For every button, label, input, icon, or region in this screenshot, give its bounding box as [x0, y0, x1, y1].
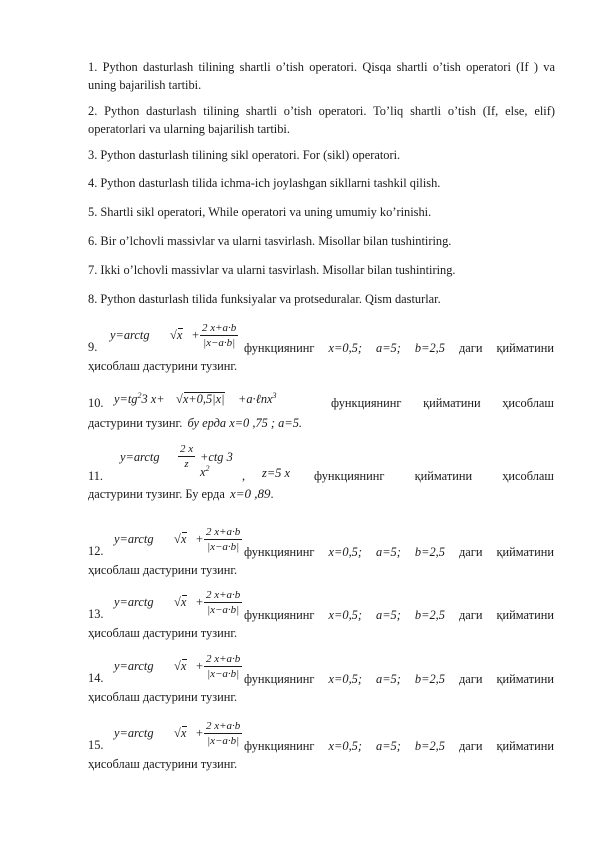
question-7: 7. Ikki o’lchovli massivlar va ularni tasvirlash. Misollar bilan tushintiring.	[88, 263, 456, 277]
task-number: 10.	[88, 396, 104, 410]
formula: y=arctg √ x + $\frac{2 x+a\cdot b}{|x-a\cdot b|}$	[114, 589, 241, 616]
fraction: $\frac{2 x+a\cdot b}{|x-a\cdot b|}$	[206, 589, 241, 616]
fraction: $\frac{2 x+a\cdot b}{|x-a\cdot b|}$	[206, 526, 241, 553]
task-condition: функциянинг x=0,5; a=5; b=2,5 даги қийматини	[244, 545, 554, 559]
question-5: 5. Shartli sikl operatori, While operatori va uning umumiy ko’rinishi.	[88, 205, 432, 219]
task-continuation: дастурини тузинг. Бу ерда x=0 ,89.	[88, 486, 274, 501]
question-8: 8. Python dasturlash tilida funksiyalar va protseduralar. Qism dasturlar.	[88, 292, 441, 306]
task-number: 12.	[88, 544, 104, 558]
task-condition: функциянинг x=0,5; a=5; b=2,5 даги қийматини	[244, 341, 554, 355]
formula: $y=tg^23$ x+ √ x+0,5|x| +a·ℓnx$^3$	[114, 391, 277, 406]
task-number: 13.	[88, 607, 104, 621]
fraction: $\frac{2 x+a\cdot b}{|x-a\cdot b|}$	[206, 720, 241, 747]
task-number: 14.	[88, 671, 104, 685]
question-4: 4. Python dasturlash tilida ichma-ich joylashgan sikllarni tashkil qilish.	[88, 176, 441, 190]
formula: y=arctg √ x + $\frac{2 x+a\cdot b}{|x-a\cdot b|}$	[114, 720, 241, 747]
formula: y=arctg $\frac{2 x}{z}$ +ctg 3 $x^2$	[120, 443, 233, 479]
task-condition: функциянинг x=0,5; a=5; b=2,5 даги қийматини	[244, 608, 554, 622]
question-6: 6. Bir o’lchovli massivlar va ularni tasvirlash. Misollar bilan tushintiring.	[88, 234, 452, 248]
formula-lhs: y=arctg	[110, 328, 150, 342]
task-continuation: ҳисоблаш дастурини тузинг.	[88, 359, 238, 373]
task-condition: функциянинг қийматини ҳисоблаш	[314, 469, 554, 483]
task-continuation: ҳисоблаш дастурини тузинг.	[88, 563, 238, 577]
sqrt-term: √ x	[174, 595, 187, 609]
plus-sign: +	[192, 328, 199, 342]
task-continuation: ҳисоблаш дастурини тузинг.	[88, 690, 238, 704]
formula: y=arctg √ x + $\frac{2 x+a\cdot b}{|x-a\cdot b|}$	[114, 653, 241, 680]
question-3: 3. Python dasturlash tilining sikl operatori. For (sikl) operatori.	[88, 148, 401, 162]
task-continuation: ҳисоблаш дастурини тузинг.	[88, 757, 238, 771]
sqrt-term: √ x	[174, 532, 187, 546]
sqrt-term: √ x+0,5|x|	[176, 392, 225, 406]
task-continuation: дастурини тузинг. бу ерда x=0 ,75 ; a=5.	[88, 416, 303, 430]
question-1: 1. Python dasturlash tilining shartli o’tish operatori. Qisqa shartli o’tish operatori (If ) va uning bajarilish tartibi.	[88, 60, 555, 92]
task-number: 15.	[88, 738, 104, 752]
fraction: $\frac{2 x+a\cdot b}{|x-a\cdot b|}$	[206, 653, 241, 680]
question-2: 2. Python dasturlash tilining shartli o’tish operatori. To’liq shartli o’tish (If, else, elif) operatorlari va ularning bajarilish tartibi.	[88, 104, 555, 136]
sqrt-term: √ x	[170, 328, 183, 342]
task-continuation: ҳисоблаш дастурини тузинг.	[88, 626, 238, 640]
fraction: $\frac{2 x+a\cdot b}{|x-a\cdot b|}$	[202, 322, 237, 349]
z-definition: z=5 x	[262, 466, 290, 480]
task-number: 11.	[88, 469, 104, 483]
formula: y=arctg √ x + $\frac{2 x+a\cdot b}{|x-a\cdot b|}$	[114, 526, 241, 553]
task-condition: функциянинг x=0,5; a=5; b=2,5 даги қийматини	[244, 672, 554, 686]
formula	[110, 322, 240, 356]
task-condition: функциянинг x=0,5; a=5; b=2,5 даги қийматини	[244, 739, 554, 753]
sqrt-term: √ x	[174, 726, 187, 740]
sqrt-term: √ x	[174, 659, 187, 673]
task-number: 9.	[88, 340, 98, 354]
comma: ,	[242, 469, 246, 483]
task-condition: функциянинг қийматини ҳисоблаш	[331, 396, 554, 410]
fraction: $\frac{2 x}{z}$	[180, 443, 194, 470]
